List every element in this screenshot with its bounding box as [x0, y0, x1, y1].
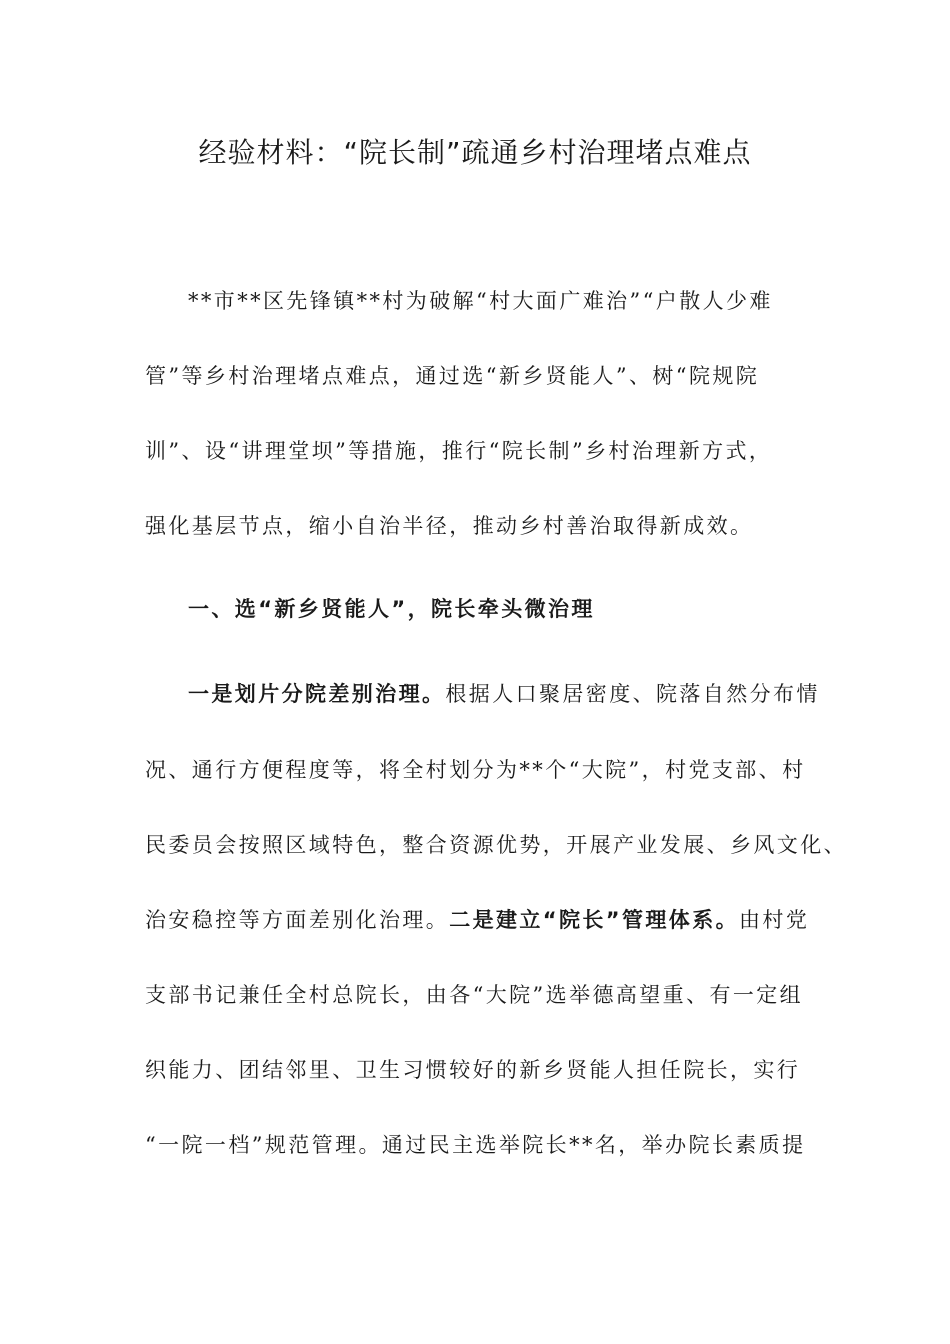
paragraph-line-2: 况、通行方便程度等，将全村划分为**个“大院”，村党支部、村 — [145, 758, 806, 782]
paragraph-line-5: 支部书记兼任全村总院长，由各“大院”选举德高望重、有一定组 — [145, 983, 804, 1007]
document-title: 经验材料：“院长制”疏通乡村治理堵点难点 — [198, 136, 752, 169]
bold-lead-phrase: 一是划片分院差别治理。 — [188, 682, 446, 706]
paragraph-line-7: “一院一档”规范管理。通过民主选举院长**名，举办院长素质提 — [145, 1133, 806, 1157]
intro-line-1: **市**区先锋镇**村为破解“村大面广难治”“户散人少难 — [188, 289, 773, 313]
paragraph-text: 由村党 — [739, 908, 810, 932]
paragraph-text: 根据人口聚居密度、院落自然分布情 — [445, 682, 820, 706]
paragraph-text: 治安稳控等方面差别化治理。 — [145, 908, 450, 932]
paragraph-line-6: 织能力、团结邻里、卫生习惯较好的新乡贤能人担任院长，实行 — [145, 1058, 801, 1082]
intro-line-2: 管”等乡村治理堵点难点，通过选“新乡贤能人”、树“院规院 — [145, 364, 760, 388]
paragraph-line-3: 民委员会按照区域特色，整合资源优势，开展产业发展、乡风文化、 — [145, 833, 847, 857]
intro-line-4: 强化基层节点，缩小自治半径，推动乡村善治取得新成效。 — [145, 514, 754, 538]
paragraph-line-4 — [145, 905, 809, 935]
intro-line-3: 训”、设“讲理堂坝”等措施，推行“院长制”乡村治理新方式， — [145, 439, 773, 463]
bold-lead-phrase: 二是建立“院长”管理体系。 — [449, 908, 740, 932]
section-heading: 一、选“新乡贤能人”，院长牵头微治理 — [188, 597, 595, 621]
paragraph-line-1 — [188, 679, 820, 709]
